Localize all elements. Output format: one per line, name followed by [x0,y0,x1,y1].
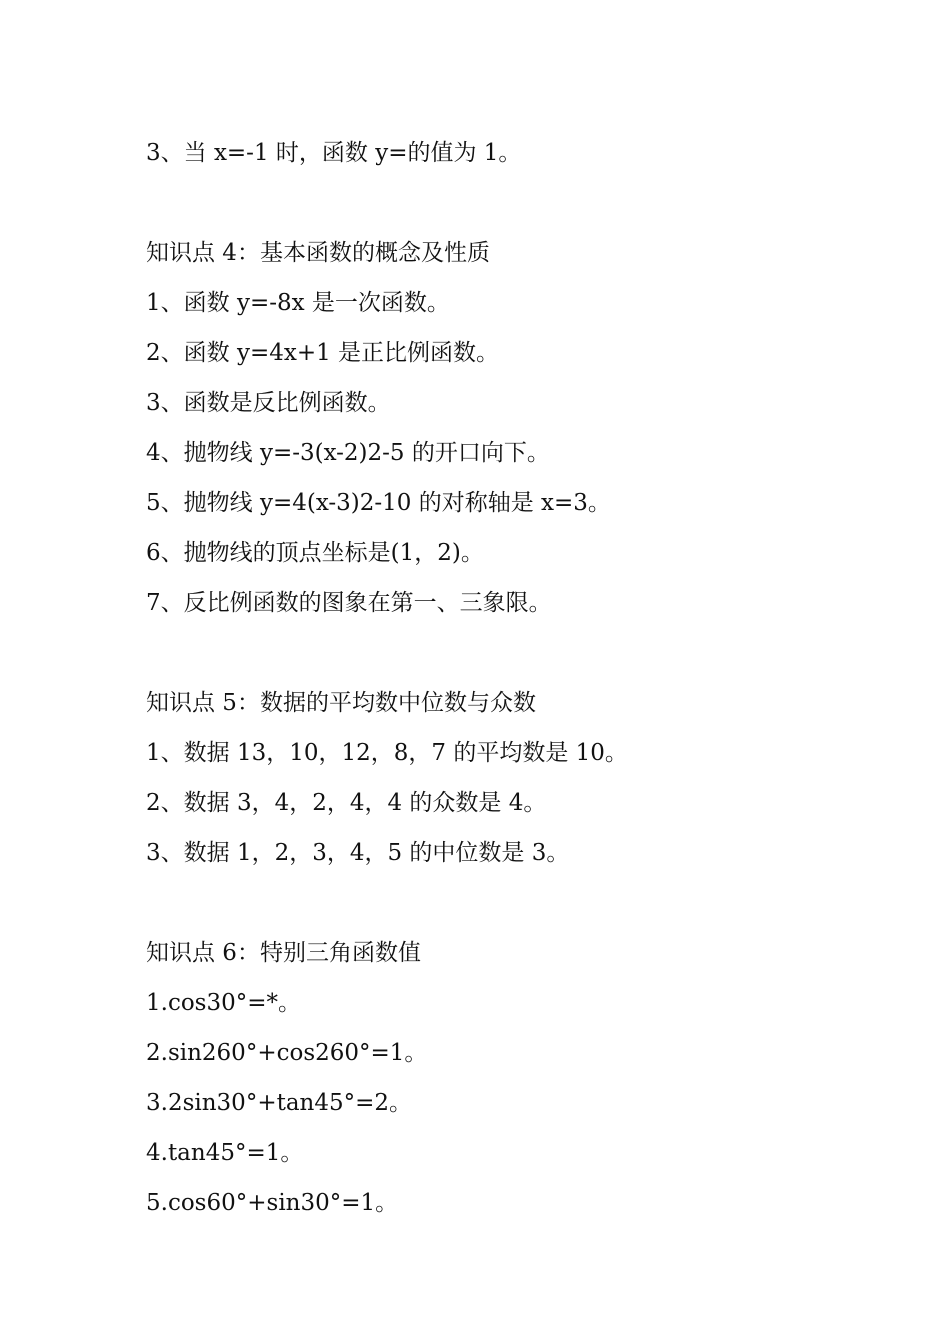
spacer [146,878,906,928]
section-6-heading: 知识点 6：特别三角函数值 [146,940,421,966]
section-4-item: 7、反比例函数的图象在第一、三象限。 [146,590,552,616]
section-4-item: 4、抛物线 y=-3(x-2)2-5 的开口向下。 [146,440,550,466]
section-6-item: 5.cos60°+sin30°=1。 [146,1190,399,1216]
section-5-item: 1、数据 13，10，12，8，7 的平均数是 10。 [146,740,628,766]
document-page [146,128,906,1228]
section-6-item: 4.tan45°=1。 [146,1140,304,1166]
section-5-heading: 知识点 5：数据的平均数中位数与众数 [146,690,536,716]
spacer [146,628,906,678]
section-4-item: 5、抛物线 y=4(x-3)2-10 的对称轴是 x=3。 [146,490,611,516]
section-6-item: 2.sin260°+cos260°=1。 [146,1040,428,1066]
section-5-item: 2、数据 3，4，2，4，4 的众数是 4。 [146,790,547,816]
section-4-item: 2、函数 y=4x+1 是正比例函数。 [146,340,500,366]
spacer [146,178,906,228]
intro-item: 3、当 x=-1 时，函数 y=的值为 1。 [146,140,522,166]
section-4-item: 6、抛物线的顶点坐标是(1，2)。 [146,540,484,566]
section-4-heading: 知识点 4：基本函数的概念及性质 [146,240,490,266]
section-6-item: 1.cos30°=*。 [146,990,302,1016]
section-4-item: 3、函数是反比例函数。 [146,390,391,416]
section-5-item: 3、数据 1，2，3，4，5 的中位数是 3。 [146,840,570,866]
section-6-item: 3.2sin30°+tan45°=2。 [146,1090,413,1116]
section-4-item: 1、函数 y=-8x 是一次函数。 [146,290,450,316]
